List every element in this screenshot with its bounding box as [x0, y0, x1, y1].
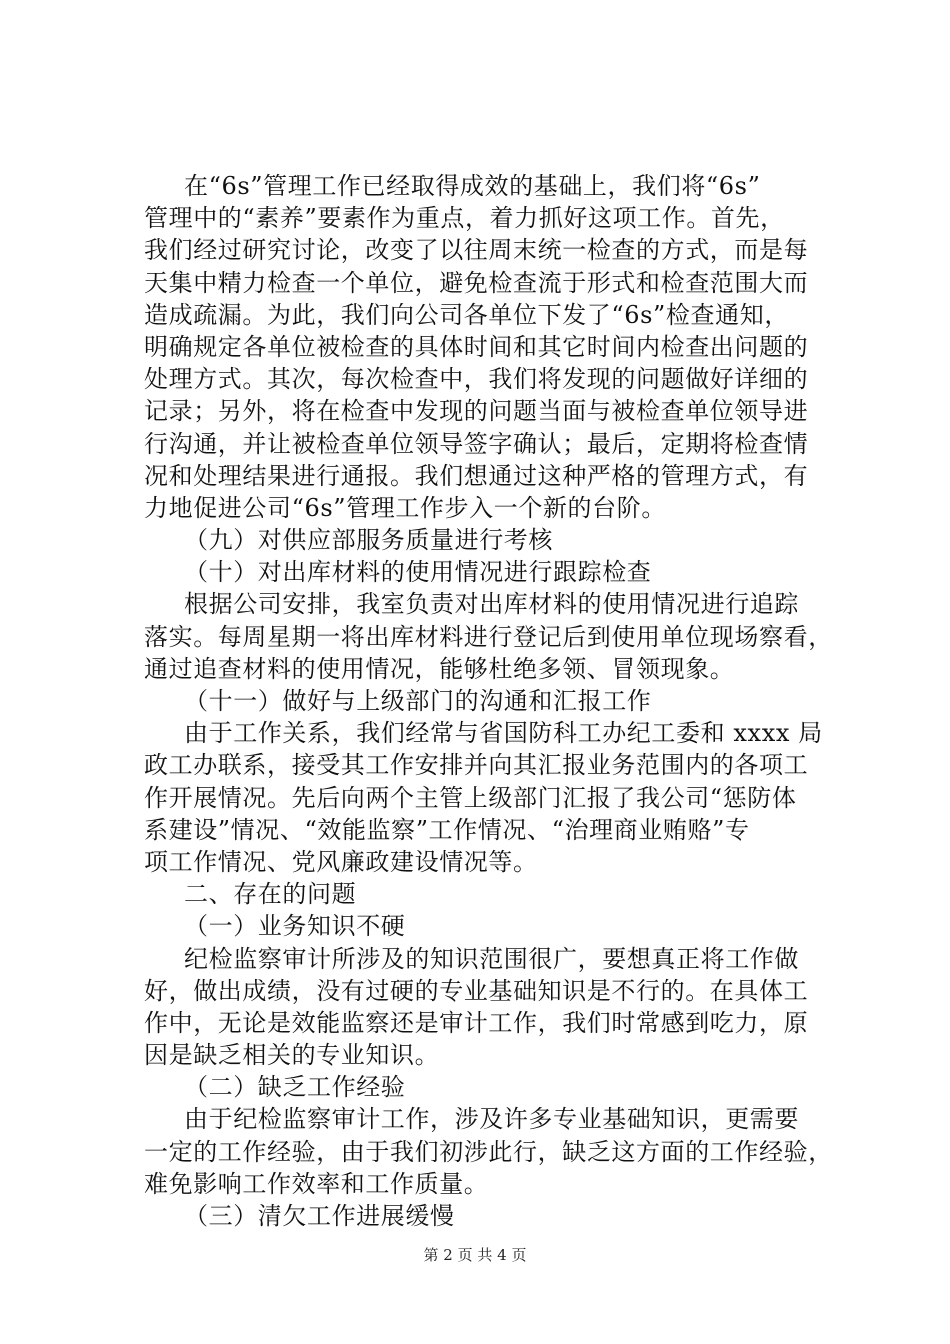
document-body: [144, 170, 844, 1232]
section-heading: （十一）做好与上级部门的沟通和汇报工作: [184, 687, 652, 715]
paragraph-line: 项工作情况、党风廉政建设情况等。: [144, 847, 538, 876]
paragraph-line: 天集中精力检查一个单位，避免检查流于形式和检查范围大而: [144, 268, 809, 297]
paragraph-line: 落实。每周星期一将出库材料进行登记后到使用单位现场察看，: [144, 622, 833, 651]
section-heading: （九）对供应部服务质量进行考核: [184, 526, 553, 555]
paragraph-line: 行沟通，并让被检查单位领导签字确认；最后，定期将检查情: [144, 429, 809, 458]
paragraph-line: 况和处理结果进行通报。我们想通过这种严格的管理方式，有: [144, 461, 809, 490]
paragraph-line: 好，做出成绩，没有过硬的专业基础知识是不行的。在具体工: [144, 976, 809, 1005]
section-heading: （二）缺乏工作经验: [184, 1073, 406, 1102]
paragraph-line: 明确规定各单位被检查的具体时间和其它时间内检查出问题的: [144, 332, 809, 361]
paragraph-line: 作开展情况。先后向两个主管上级部门汇报了我公司“惩防体: [144, 783, 797, 812]
paragraph-line: 处理方式。其次，每次检查中，我们将发现的问题做好详细的: [144, 365, 809, 394]
paragraph-line: 管理中的“素养”要素作为重点，着力抓好这项工作。首先，: [144, 204, 785, 233]
paragraph-line: 通过追查材料的使用情况，能够杜绝多领、冒领现象。: [144, 654, 735, 683]
paragraph-line: 根据公司安排，我室负责对出库材料的使用情况进行追踪: [184, 590, 799, 619]
section-heading: （十）对出库材料的使用情况进行跟踪检查: [184, 558, 652, 587]
paragraph-line: 造成疏漏。为此，我们向公司各单位下发了“6s”检查通知，: [144, 300, 789, 329]
paragraph-line: 记录；另外，将在检查中发现的问题当面与被检查单位领导进: [144, 397, 809, 426]
paragraph-line: 作中，无论是效能监察还是审计工作，我们时常感到吃力，原: [144, 1008, 809, 1037]
section-heading: （三）清欠工作进展缓慢: [184, 1202, 455, 1230]
paragraph-line: 一定的工作经验，由于我们初涉此行，缺乏这方面的工作经验，: [144, 1137, 833, 1166]
paragraph-line: 因是缺乏相关的专业知识。: [144, 1041, 440, 1070]
paragraph-line: 我们经过研究讨论，改变了以往周末统一检查的方式，而是每: [144, 236, 809, 265]
paragraph-line: 难免影响工作效率和工作质量。: [144, 1169, 489, 1198]
section-heading: 二、存在的问题: [184, 880, 357, 909]
paragraph-line: 纪检监察审计所涉及的知识范围很广，要想真正将工作做: [184, 944, 799, 973]
paragraph-line: 在“6s”管理工作已经取得成效的基础上，我们将“6s”: [184, 172, 761, 200]
paragraph-line: 系建设”情况、“效能监察”工作情况、“治理商业贿赂”专: [144, 815, 750, 844]
paragraph-line: 由于工作关系，我们经常与省国防科工办纪工委和 xxxx 局: [184, 719, 823, 748]
page-footer: 第 2 页 共 4 页: [423, 1246, 527, 1264]
paragraph-line: 由于纪检监察审计工作，涉及许多专业基础知识，更需要: [184, 1105, 799, 1134]
paragraph-line: 政工办联系，接受其工作安排并向其汇报业务范围内的各项工: [144, 751, 809, 780]
paragraph-line: 力地促进公司“6s”管理工作步入一个新的台阶。: [144, 493, 666, 522]
section-heading: （一）业务知识不硬: [184, 912, 406, 941]
